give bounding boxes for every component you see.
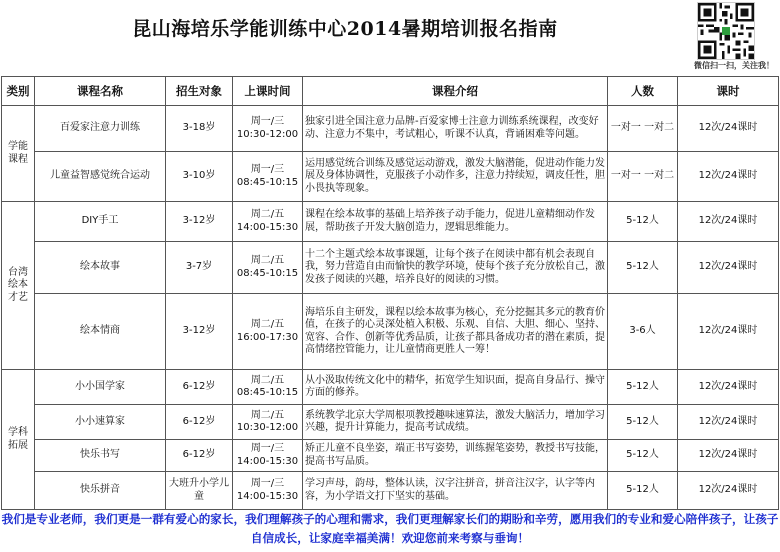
course-intro: 海培乐自主研发，课程以绘本故事为核心，充分挖掘其多元的教育价值，在孩子的心灵深处植入积极、乐观、自信、大胆、细心、坚持、宽容、合作、创新等优秀品质，让孩子都具备成功者的潜在素质，提高情绪控管能力，让儿童情商更胜人一筹！: [303, 294, 608, 370]
table-row: [2, 294, 779, 370]
class-days: 周一/三: [250, 443, 285, 454]
target-age: 3-7岁: [166, 242, 233, 294]
class-count: 12次/24课时: [678, 294, 779, 370]
table-row: [2, 202, 779, 242]
category-cell: 学能课程: [2, 106, 35, 202]
class-count: 12次/24课时: [678, 405, 779, 440]
header-category: 类别: [2, 77, 35, 106]
course-name: 绘本情商: [35, 294, 166, 370]
qr-section: [690, 2, 778, 72]
target-age: 6-12岁: [166, 370, 233, 405]
category-cell: 学科拓展: [2, 370, 35, 510]
table-header-row: [2, 77, 779, 106]
course-intro: 系统教学北京大学周根项教授趣味速算法，激发大脑活力，增加学习兴趣，提升计算能力，提高考试成绩。: [303, 405, 608, 440]
class-count: 12次/24课时: [678, 202, 779, 242]
course-name: DIY手工: [35, 202, 166, 242]
page-title: 昆山海培乐学能训练中心2014暑期培训报名指南: [132, 18, 558, 40]
class-days: 周二/五: [250, 209, 285, 220]
class-time: [233, 106, 303, 152]
class-time: [233, 440, 303, 472]
class-time: [233, 405, 303, 440]
course-intro: 独家引进全国注意力品牌-百爱家博士注意力训练系统课程，改变好动、注意力不集中，考试粗心，听课不认真，背诵困难等问题。: [303, 106, 608, 152]
class-count: 12次/24课时: [678, 152, 779, 202]
class-count: 12次/24课时: [678, 370, 779, 405]
header-course-name: 课程名称: [35, 77, 166, 106]
class-time: [233, 152, 303, 202]
header: [0, 0, 690, 74]
course-name: 快乐拼音: [35, 472, 166, 510]
course-intro: 矫正儿童不良坐姿，端正书写姿势，训练握笔姿势，教授书写技能，提高书写品质。: [303, 440, 608, 472]
class-count: 12次/24课时: [678, 440, 779, 472]
category-cell: 台湾绘本才艺: [2, 202, 35, 370]
course-name: 小小速算家: [35, 405, 166, 440]
class-hours-range: 14:00-15:30: [236, 455, 299, 467]
class-size: 5-12人: [608, 370, 678, 405]
header-class-hours: 课时: [678, 77, 779, 106]
qr-code-icon: [697, 2, 755, 60]
class-days: 周一/三: [250, 478, 285, 489]
class-time: [233, 472, 303, 510]
course-name: 百爱家注意力训练: [35, 106, 166, 152]
class-days: 周二/五: [250, 374, 285, 386]
header-target-age: 招生对象: [166, 77, 233, 106]
target-age: 大班升小学儿童: [166, 472, 233, 510]
table-row: [2, 106, 779, 152]
class-hours-range: 14:00-15:30: [236, 490, 299, 502]
class-count: 12次/24课时: [678, 106, 779, 152]
qr-caption: 微信扫一扫，关注我！: [694, 61, 774, 70]
class-count: 12次/24课时: [678, 472, 779, 510]
class-size: 一对一 一对二: [608, 152, 678, 202]
course-name: 快乐书写: [35, 440, 166, 472]
class-size: 3-6人: [608, 294, 678, 370]
course-intro: 从小汲取传统文化中的精华，拓宽学生知识面，提高自身品行、操守方面的修养。: [303, 370, 608, 405]
course-table: [1, 76, 779, 510]
class-hours-range: 08:45-10:15: [236, 176, 299, 188]
footer-slogan: 我们是专业老师，我们更是一群有爱心的家长，我们理解孩子的心理和需求，我们更理解家长们的期盼和辛劳，愿用我们的专业和爱心陪伴孩子，让孩子自信成长，让家庭幸福美满！欢迎您前来考察与垂询！: [1, 512, 779, 545]
target-age: 6-12岁: [166, 405, 233, 440]
class-days: 周一/三: [250, 116, 285, 127]
class-days: 周二/五: [250, 255, 285, 266]
course-intro: 十二个主题式绘本故事课题，让每个孩子在阅读中都有机会表现自我，努力营造自由而愉快的教学环境，使每个孩子充分放松自己，激发孩子阅读的兴趣，培养良好的阅读的习惯。: [303, 242, 608, 294]
table-row: [2, 440, 779, 472]
class-hours-range: 14:00-15:30: [236, 221, 299, 233]
class-hours-range: 10:30-12:00: [236, 128, 299, 140]
header-class-size: 人数: [608, 77, 678, 106]
header-course-intro: 课程介绍: [303, 77, 608, 106]
course-intro: 学习声母，韵母，整体认读，汉字注拼音，拼音注汉字，认字等内容，为小学语文打下坚实的基础。: [303, 472, 608, 510]
target-age: 3-18岁: [166, 106, 233, 152]
class-days: 周二/五: [250, 409, 285, 421]
class-days: 周二/五: [250, 319, 285, 330]
course-intro: 运用感觉统合训练及感觉运动游戏，激发大脑潜能，促进动作能力发展及身体协调性，克服孩子小动作多，注意力持续短，调皮任性，胆小畏执等现象。: [303, 152, 608, 202]
table-row: [2, 370, 779, 405]
class-time: [233, 242, 303, 294]
target-age: 6-12岁: [166, 440, 233, 472]
class-size: 5-12人: [608, 202, 678, 242]
target-age: 3-10岁: [166, 152, 233, 202]
class-size: 5-12人: [608, 405, 678, 440]
class-size: 一对一 一对二: [608, 106, 678, 152]
class-time: [233, 202, 303, 242]
class-hours-range: 16:00-17:30: [236, 331, 299, 343]
header-class-time: 上课时间: [233, 77, 303, 106]
class-hours-range: 10:30-12:00: [236, 422, 299, 433]
course-name: 儿童益智感觉统合运动: [35, 152, 166, 202]
course-intro: 课程在绘本故事的基础上培养孩子动手能力，促进儿童精细动作发展，帮助孩子开发大脑创造力，逻辑思维能力。: [303, 202, 608, 242]
class-days: 周一/三: [250, 164, 285, 175]
target-age: 3-12岁: [166, 202, 233, 242]
class-size: 5-12人: [608, 440, 678, 472]
target-age: 3-12岁: [166, 294, 233, 370]
class-count: 12次/24课时: [678, 242, 779, 294]
class-size: 5-12人: [608, 242, 678, 294]
class-hours-range: 08:45-10:15: [236, 387, 299, 398]
class-hours-range: 08:45-10:15: [236, 267, 299, 279]
table-row: [2, 152, 779, 202]
class-time: [233, 294, 303, 370]
course-name: 小小国学家: [35, 370, 166, 405]
class-time: [233, 370, 303, 405]
table-row: [2, 472, 779, 510]
class-size: 5-12人: [608, 472, 678, 510]
table-row: [2, 242, 779, 294]
table-row: [2, 405, 779, 440]
course-name: 绘本故事: [35, 242, 166, 294]
